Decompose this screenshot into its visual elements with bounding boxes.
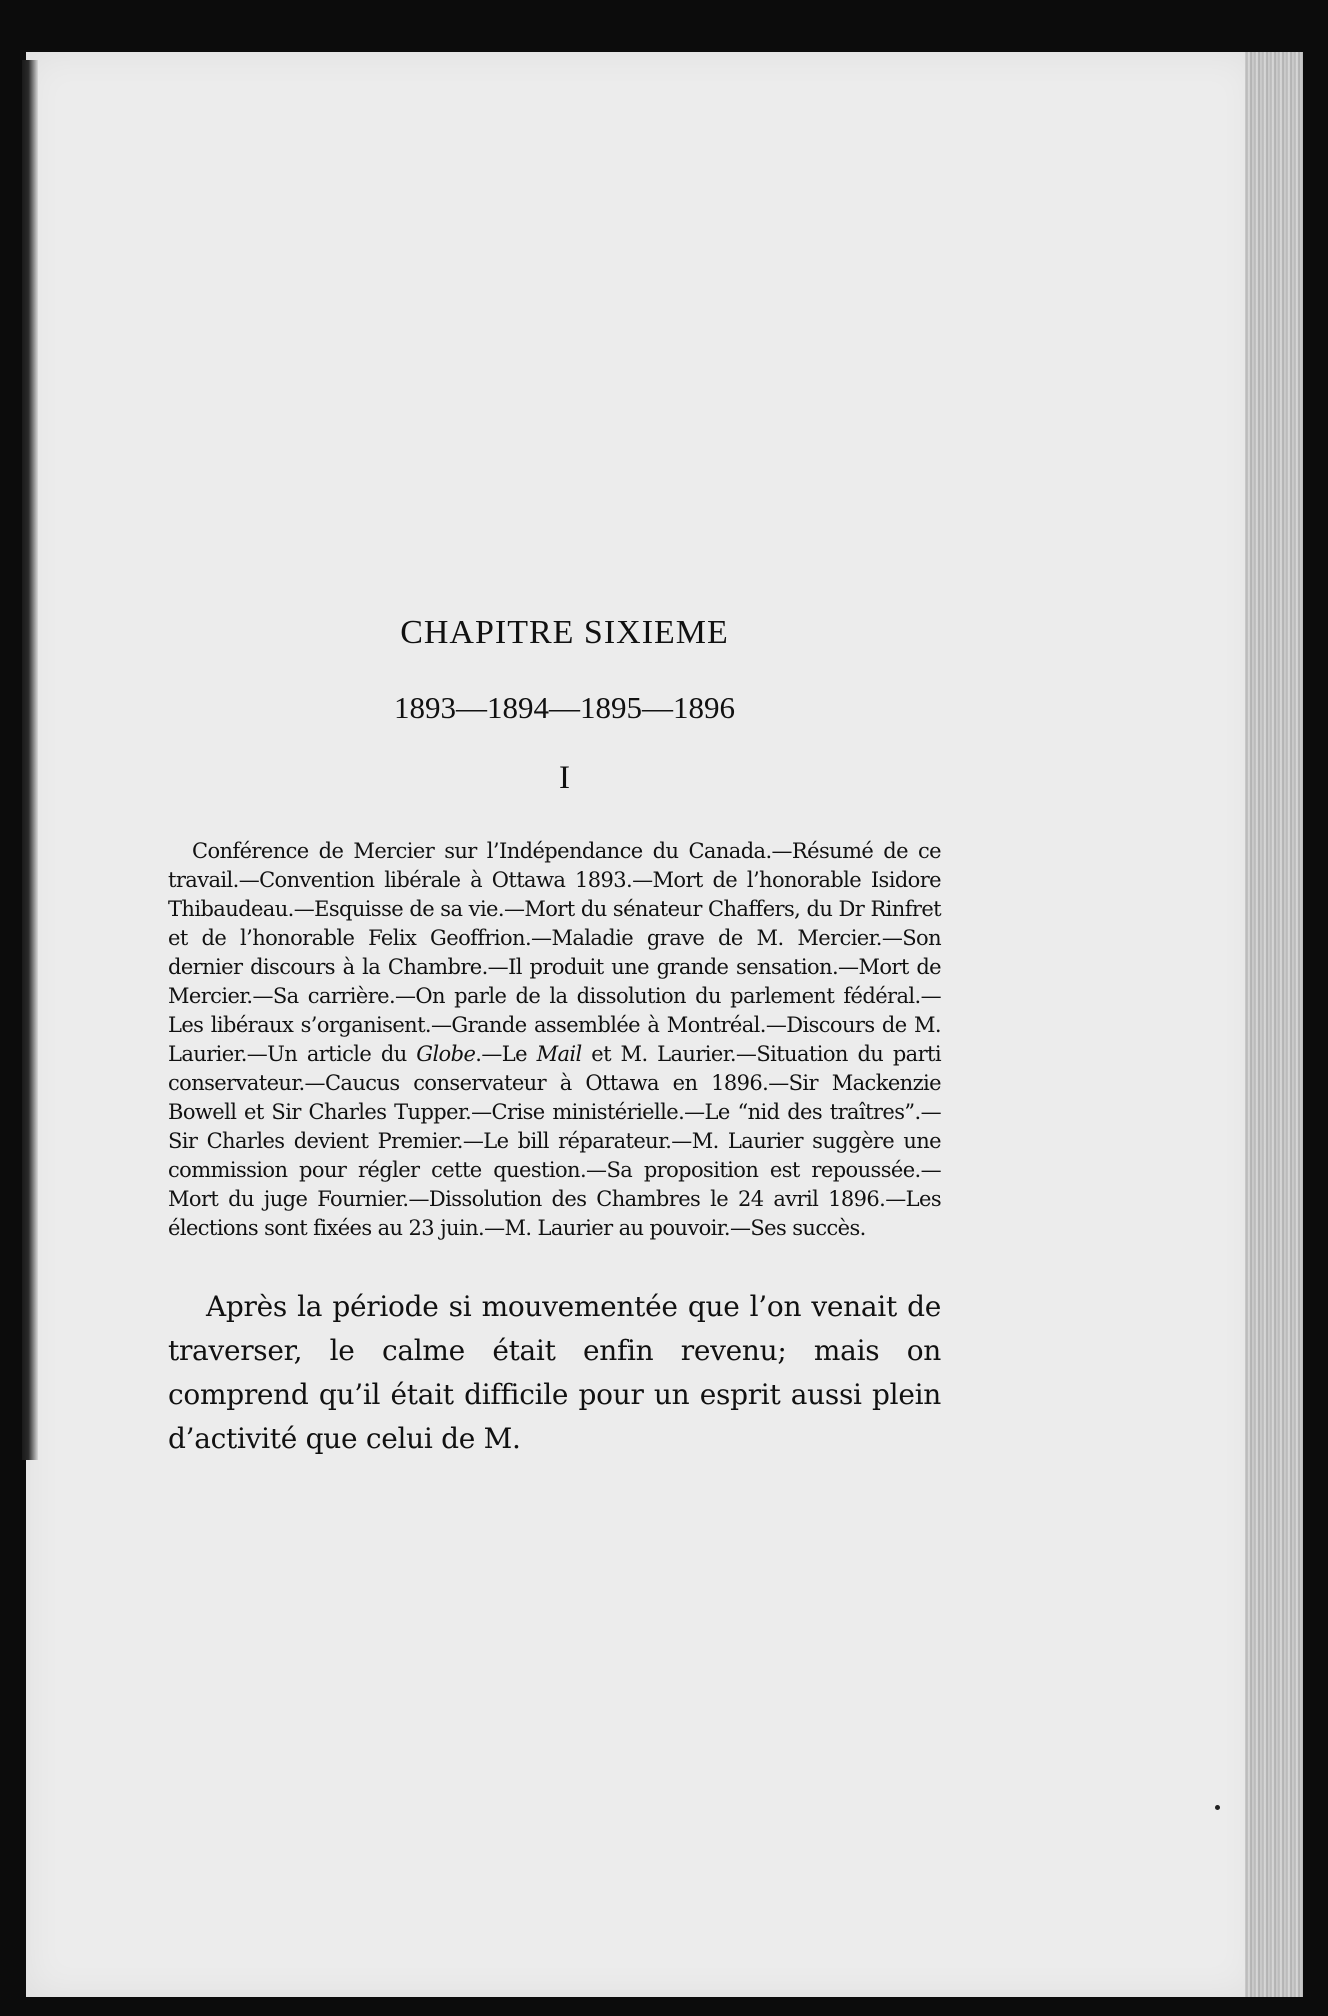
page-content bbox=[168, 600, 941, 1461]
chapter-summary bbox=[168, 837, 941, 1243]
summary-globe: Globe bbox=[416, 1042, 476, 1066]
print-speck bbox=[1215, 1805, 1220, 1810]
summary-text-3: et M. Laurier.—Situation du parti conservateur.—Caucus conservateur à Ottawa en 1896.—Sir Mackenzie Bowell et Sir Charles Tupper.—Crise ministérielle.—Le “nid des traîtres”.—Sir Charles devient Premier.—Le bill réparateur.—M. Laurier suggère une commission pour régler cette question.—Sa proposition est repoussée.—Mort du juge Fournier.—Dissolution des Chambres le 24 avril 1896.—Les élections sont fixées au 23 juin.—M. Laurier au pouvoir.—Ses succès. bbox=[168, 1042, 941, 1240]
page-edges bbox=[1245, 52, 1303, 1997]
chapter-years: 1893—1894—1895—1896 bbox=[394, 690, 735, 725]
body-paragraph: Après la période si mouvementée que l’on venait de traverser, le calme était enfin revenu; mais on comprend qu’il était difficile pour un esprit aussi plein d’activité que celui de M. bbox=[168, 1290, 941, 1455]
summary-text-2: .—Le bbox=[475, 1042, 537, 1066]
summary-mail: Mail bbox=[536, 1042, 582, 1066]
chapter-title: CHAPITRE SIXIEME bbox=[400, 614, 729, 651]
summary-text-1: Conférence de Mercier sur l’Indépendance du Canada.—Résumé de ce travail.—Convention libérale à Ottawa 1893.—Mort de l’honorable Isidore Thibaudeau.—Esquisse de sa vie.—Mort du sénateur Chaffers, du Dr Rinfret et de l’honorable Felix Geoffrion.—Maladie grave de M. Mercier.—Son dernier discours à la Chambre.—Il produit une grande sensation.—Mort de Mercier.—Sa carrière.—On parle de la dissolution du parlement fédéral.—Les libéraux s’organisent.—Grande assemblée à Montréal.—Discours de M. Laurier.—Un article du bbox=[168, 839, 941, 1066]
book-spine-shadow bbox=[22, 60, 38, 1460]
section-numeral: I bbox=[559, 760, 570, 796]
